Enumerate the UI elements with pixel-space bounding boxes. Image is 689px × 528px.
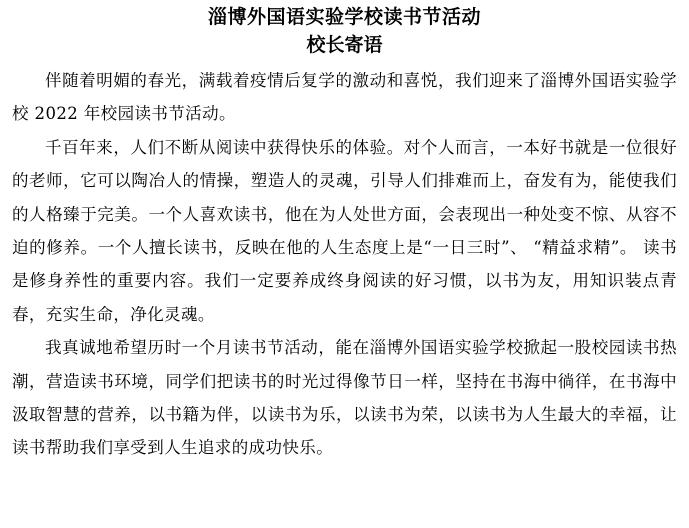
document-title: 淄博外国语实验学校读书节活动	[207, 6, 481, 28]
document-subtitle: 校长寄语	[306, 34, 383, 56]
paragraph-intro: 伴随着明媚的春光，满载着疫情后复学的激动和喜悦，我们迎来了淄博外国语实验学校 2022 年校园读书节活动。	[12, 71, 677, 124]
paragraph-closing-wish: 我真诚地希望历时一个月读书节活动，能在淄博外国语实验学校掀起一股校园读书热潮，营造读书环境，同学们把读书的时光过得像节日一样，坚持在书海中徜徉，在书海中汲取智慧的营养，以书籍为伴，以读书为乐，以读书为荣，以读书为人生最大的幸福，让读书帮助我们享受到人生追求的成功快乐。	[12, 338, 677, 458]
paragraph-reading-value: 千百年来，人们不断从阅读中获得快乐的体验。对个人而言，一本好书就是一位很好的老师，它可以陶冶人的情操，塑造人的灵魂，引导人们排难而上，奋发有为，能使我们的人格臻于完美。一个人喜欢读书，他在为人处世方面，会表现出一种处变不惊、从容不迫的修养。一个人擅长读书，反映在他的人生态度上是“一日三时”、 “精益求精”。 读书是修身养性的重要内容。我们一定要养成终身阅读的好习惯，以书为友，用知识装点青春，充实生命，净化灵魂。	[12, 137, 677, 324]
